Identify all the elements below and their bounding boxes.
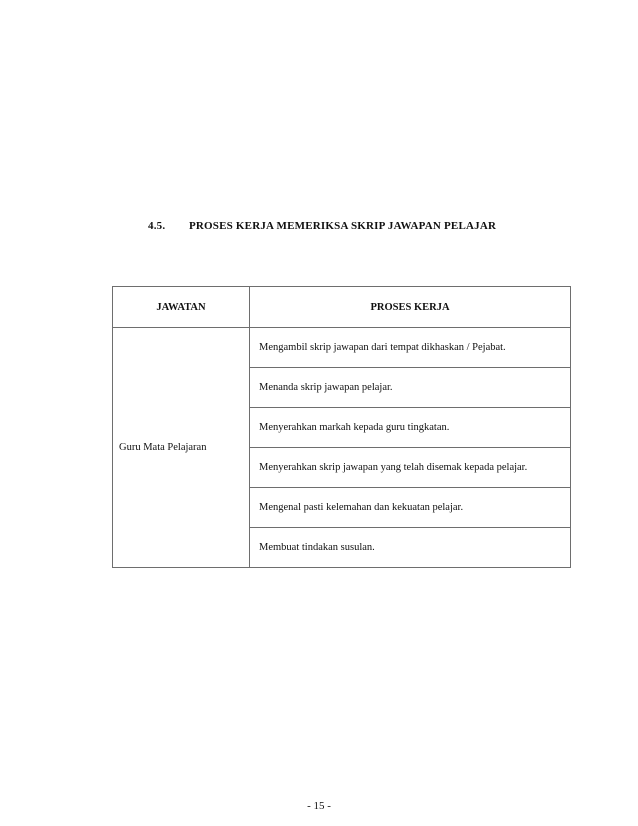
- process-step: Menanda skrip jawapan pelajar.: [250, 368, 571, 408]
- process-step: Mengambil skrip jawapan dari tempat dikhaskan / Pejabat.: [250, 328, 571, 368]
- table-row: [113, 328, 571, 368]
- header-jawatan: JAWATAN: [113, 287, 250, 328]
- section-heading: [148, 220, 496, 232]
- table-header-row: [113, 287, 571, 328]
- role-cell: Guru Mata Pelajaran: [113, 328, 250, 568]
- process-step: Membuat tindakan susulan.: [250, 528, 571, 568]
- section-number: 4.5.: [148, 220, 166, 232]
- section-title: PROSES KERJA MEMERIKSA SKRIP JAWAPAN PELAJAR: [188, 220, 497, 232]
- process-step: Mengenal pasti kelemahan dan kekuatan pelajar.: [250, 488, 571, 528]
- header-proses-kerja: PROSES KERJA: [250, 287, 571, 328]
- page-number: - 15 -: [307, 800, 331, 812]
- process-table: [112, 286, 571, 568]
- process-step: Menyerahkan markah kepada guru tingkatan.: [250, 408, 571, 448]
- process-step: Menyerahkan skrip jawapan yang telah disemak kepada pelajar.: [250, 448, 571, 488]
